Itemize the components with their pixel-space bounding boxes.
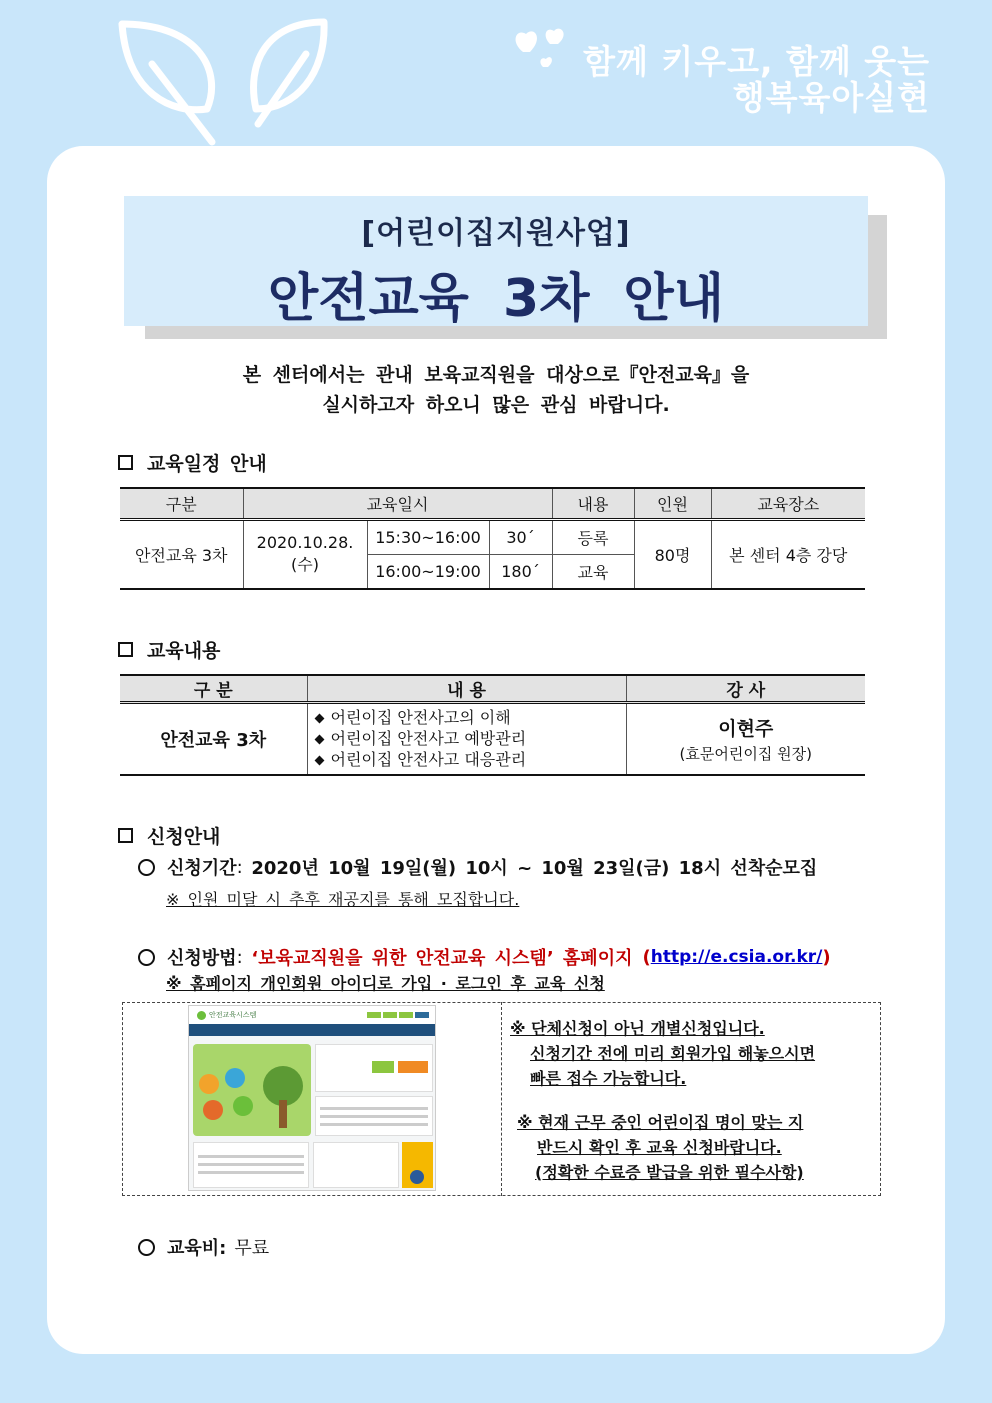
col-header: 내 용 (307, 675, 626, 703)
apply-heading-text: 신청안내 (147, 826, 221, 848)
screenshot-calendar (313, 1142, 399, 1188)
list-item-text: 어린이집 안전사고 대응관리 (330, 750, 527, 770)
col-header: 교육장소 (711, 488, 865, 519)
table-row (120, 519, 865, 554)
content-category: 안전교육 3차 (120, 703, 307, 775)
lecturer-cell (626, 703, 865, 775)
slogan (583, 44, 930, 116)
apply-fee (138, 1234, 269, 1260)
schedule-date: 2020.10.28.(수) (243, 519, 367, 589)
table-row (120, 703, 865, 775)
apply-heading (118, 822, 220, 849)
hearts-icon (508, 22, 578, 72)
method-label: 신청방법 (167, 948, 237, 969)
period-note: ※ 인원 미달 시 추후 재공지를 통해 모집합니다. (166, 890, 520, 909)
leaf-icon (112, 14, 232, 146)
side-note-2-line2: 반드시 확인 후 교육 신청바랍니다. (537, 1138, 782, 1157)
intro-line2: 실시하고자 하오니 많은 관심 바랍니다. (322, 394, 670, 416)
col-header: 내용 (552, 488, 634, 519)
schedule-heading (118, 449, 267, 476)
leaf-icon (236, 14, 336, 134)
homepage-link[interactable]: http://e.csia.or.kr/ (650, 947, 823, 967)
slogan-line1: 함께 키우고, 함께 웃는 (583, 42, 930, 81)
method-value: ‘보육교직원을 위한 안전교육 시스템’ 홈페이지 (251, 948, 633, 969)
list-item-text: 어린이집 안전사고 예방관리 (330, 729, 527, 749)
lecturer-role: (효문어린이집 원장) (679, 744, 812, 763)
screenshot-hero (193, 1044, 311, 1136)
side-note-1-line1: ※ 단체신청이 아닌 개별신청입니다. (510, 1019, 765, 1038)
list-item (316, 728, 626, 749)
intro-line1: 본 센터에서는 관내 보육교직원을 대상으로『안전교육』을 (242, 364, 750, 386)
side-note-2 (517, 1110, 804, 1185)
content-heading-text: 교육내용 (147, 640, 221, 662)
schedule-content: 등록 (552, 519, 634, 554)
list-item-text: 어린이집 안전사고의 이해 (330, 708, 511, 728)
screenshot-title: 안전교육시스템 (209, 1011, 257, 1019)
content-heading (118, 636, 220, 663)
banner-subtitle: [어린이집지원사업] (361, 216, 631, 251)
side-note-2-line1: ※ 현재 근무 중인 어린이집 명이 맞는 지 (517, 1113, 804, 1132)
circle-bullet-icon (138, 1239, 155, 1256)
col-header: 구분 (120, 488, 243, 519)
screenshot-banner (402, 1142, 433, 1188)
schedule-time: 16:00~19:00 (367, 554, 489, 589)
screenshot-logo (189, 1006, 435, 1024)
side-note-1 (510, 1016, 815, 1091)
schedule-time: 15:30~16:00 (367, 519, 489, 554)
side-note-2-line3: (정확한 수료증 발급을 위한 필수사항) (535, 1163, 804, 1182)
period-value: 2020년 10월 19일(월) 10시 ~ 10월 23일(금) 18시 선착순모집 (251, 858, 818, 879)
screenshot-nav (189, 1024, 435, 1036)
schedule-table (120, 487, 865, 590)
bullet-diamond-icon (314, 756, 324, 766)
lecturer-name: 이현주 (718, 717, 774, 740)
logo-icon (197, 1011, 206, 1020)
col-header: 구 분 (120, 675, 307, 703)
schedule-category: 안전교육 3차 (120, 519, 243, 589)
banner-title: 안전교육 3차 안내 (267, 269, 724, 329)
side-note-1-line3: 빠른 접수 가능합니다. (530, 1069, 687, 1088)
col-header: 강 사 (626, 675, 865, 703)
bullet-diamond-icon (314, 735, 324, 745)
screenshot-notice (193, 1142, 309, 1188)
circle-bullet-icon (138, 859, 155, 876)
checkbox-square-icon (118, 455, 133, 470)
circle-bullet-icon (138, 949, 155, 966)
list-item (316, 707, 626, 728)
list-item (316, 749, 626, 770)
schedule-duration: 30´ (489, 519, 552, 554)
content-items-cell (307, 703, 626, 775)
method-note: ※ 홈페이지 개인회원 아이디로 가입 · 로그인 후 교육 신청 (166, 974, 605, 993)
table-header-row (120, 675, 865, 703)
slogan-line2: 행복육아실현 (732, 78, 930, 117)
screenshot-divider (501, 1002, 502, 1196)
col-header: 인원 (634, 488, 711, 519)
bullet-diamond-icon (314, 714, 324, 724)
homepage-screenshot (188, 1005, 436, 1191)
fee-value: 무료 (234, 1238, 270, 1259)
side-note-1-line2: 신청기간 전에 미리 회원가입 해놓으시면 (530, 1044, 816, 1063)
col-header: 교육일시 (243, 488, 552, 519)
schedule-people: 80명 (634, 519, 711, 589)
fee-label: 교육비: (167, 1238, 227, 1259)
title-banner (124, 196, 868, 329)
intro-text (0, 360, 992, 420)
schedule-place: 본 센터 4층 강당 (711, 519, 865, 589)
content-table (120, 674, 865, 776)
apply-method: 신청방법 : ‘보육교직원을 위한 안전교육 시스템’ 홈페이지 ( http://e.csia.or.kr/ ) (138, 944, 831, 970)
screenshot-login (315, 1044, 433, 1092)
schedule-content: 교육 (552, 554, 634, 589)
period-label: 신청기간 (167, 858, 237, 879)
checkbox-square-icon (118, 828, 133, 843)
screenshot-list (315, 1096, 433, 1136)
apply-period: 신청기간 : 2020년 10월 19일(월) 10시 ~ 10월 23일(금) 18시 선착순모집 (138, 854, 817, 880)
table-header-row (120, 488, 865, 519)
content-items (308, 707, 626, 770)
checkbox-square-icon (118, 642, 133, 657)
schedule-duration: 180´ (489, 554, 552, 589)
schedule-heading-text: 교육일정 안내 (147, 453, 267, 475)
